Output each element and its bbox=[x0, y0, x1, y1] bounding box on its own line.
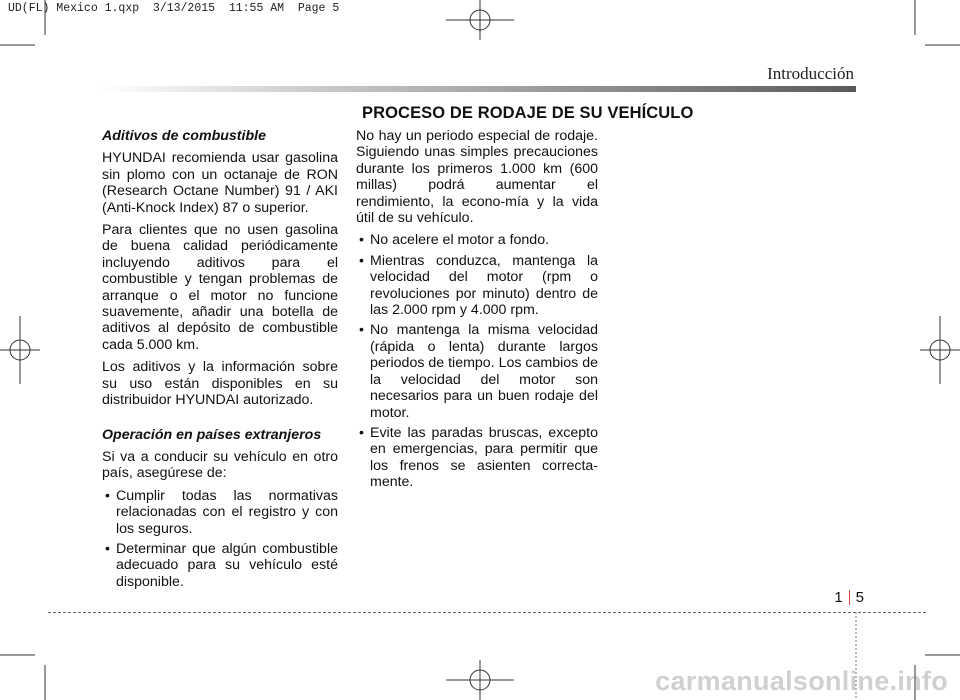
page-number bbox=[834, 589, 864, 606]
bullet-icon: • bbox=[105, 540, 110, 557]
bullet-icon: • bbox=[359, 424, 364, 441]
heading-foreign-countries: Operación en países extranjeros bbox=[102, 426, 322, 443]
paragraph: Para clientes que no usen gasolina de buena calidad periódicamente incluyendo aditivos para el combustible y tengan problemas de arranque o el motor no funcione suavemente, añadir una botella de aditivos al depósito de combustible cada 5.000 km. bbox=[102, 222, 338, 353]
list-item: • Determinar que algún combustible adecuado para su vehículo esté disponible. bbox=[105, 540, 338, 590]
paragraph: HYUNDAI recomienda usar gasolina sin plomo con un octanaje de RON (Research Octane Number) 91 / AKI (Anti-Knock Index) 87 o superior. bbox=[102, 150, 338, 216]
intro-paragraph: No hay un periodo especial de rodaje. Siguiendo unas simples precauciones durante los primeros 1.000 km (600 millas) podrá aumentar el rendimiento, la econo-mía y la vida útil de su vehículo. bbox=[356, 128, 598, 227]
paragraph: Los aditivos y la información sobre su uso están disponibles en su distribuidor HYUNDAI autorizado. bbox=[102, 359, 338, 409]
section-title: PROCESO DE RODAJE DE SU VEHÍCULO bbox=[362, 104, 694, 122]
page-separator bbox=[849, 590, 850, 605]
running-header: Introducción bbox=[767, 64, 854, 83]
list-item: • Evite las paradas bruscas, excepto en emergencias, para permitir que los frenos se asienten correcta-mente. bbox=[359, 424, 598, 491]
list-item: • No mantenga la misma velocidad (rápida o lenta) durante largos periodos de tiempo. Los cambios de la velocidad del motor son necesarios para un buen rodaje del motor. bbox=[359, 322, 598, 421]
bullet-icon: • bbox=[359, 322, 364, 339]
bullet-icon: • bbox=[105, 487, 110, 504]
bullet-list bbox=[356, 232, 598, 490]
registration-mark-top bbox=[446, 0, 514, 40]
page-index: 5 bbox=[855, 589, 864, 606]
chapter-number: 1 bbox=[834, 589, 843, 606]
heading-fuel-additives: Aditivos de combustible bbox=[102, 128, 266, 144]
footer-rule bbox=[48, 612, 926, 613]
list-item: • No acelere el motor a fondo. bbox=[359, 232, 550, 249]
paragraph: Si va a conducir su vehículo en otro país, asegúrese de: bbox=[102, 448, 338, 482]
bullet-icon: • bbox=[359, 252, 364, 269]
middle-column bbox=[356, 128, 598, 495]
watermark: carmanualsonline.info bbox=[655, 666, 948, 696]
list-item: • Cumplir todas las normativas relacionadas con el registro y con los seguros. bbox=[105, 487, 338, 537]
registration-mark-right bbox=[920, 316, 960, 384]
print-slug: UD(FL) Mexico 1.qxp 3/13/2015 11:55 AM Page 5 bbox=[8, 2, 340, 15]
list-item: • Mientras conduzca, mantenga la velocidad del motor (rpm o revoluciones por minuto) dentro de las 2.000 rpm y 4.000 rpm. bbox=[359, 252, 598, 319]
left-column bbox=[102, 128, 338, 594]
header-rule bbox=[100, 86, 856, 92]
bullet-list bbox=[102, 488, 338, 590]
bullet-icon: • bbox=[359, 232, 364, 249]
registration-mark-left bbox=[0, 316, 40, 384]
registration-mark-bottom bbox=[446, 660, 514, 700]
